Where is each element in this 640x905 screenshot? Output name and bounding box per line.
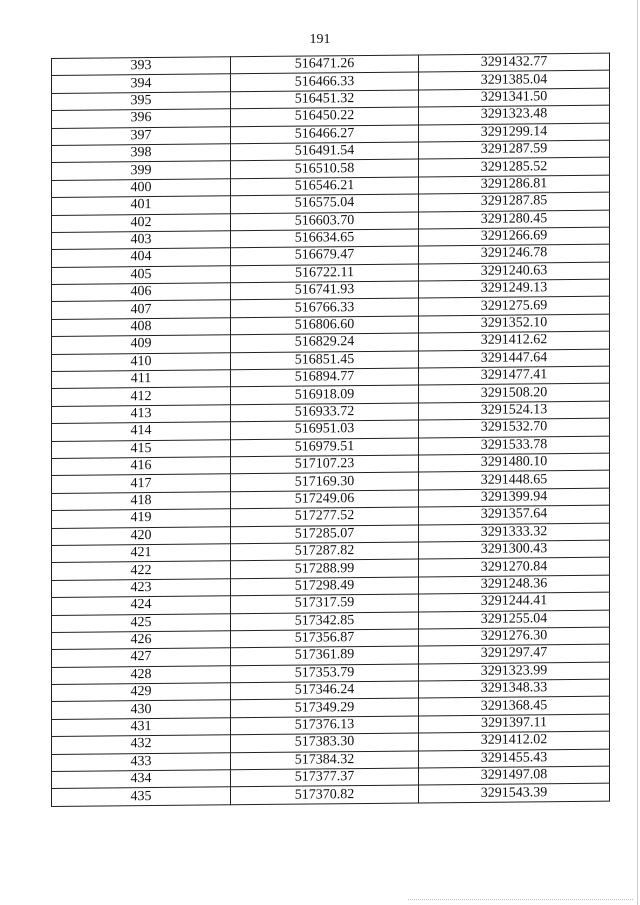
y-coordinate-cell: 3291533.78 <box>419 436 610 455</box>
y-coordinate-cell: 3291266.69 <box>419 227 610 246</box>
x-coordinate-cell: 516806.60 <box>231 316 419 335</box>
x-coordinate-cell: 517107.23 <box>231 455 419 474</box>
x-coordinate-cell: 517383.30 <box>231 733 419 752</box>
point-number-cell: 435 <box>52 787 231 806</box>
point-number-cell: 401 <box>52 196 231 215</box>
point-number-cell: 431 <box>52 718 231 737</box>
point-number-cell: 429 <box>52 683 231 702</box>
point-number-cell: 403 <box>52 231 231 250</box>
y-coordinate-cell: 3291280.45 <box>419 210 610 229</box>
y-coordinate-cell: 3291248.36 <box>419 575 610 594</box>
y-coordinate-cell: 3291286.81 <box>419 175 610 194</box>
y-coordinate-cell: 3291532.70 <box>419 418 610 437</box>
point-number-cell: 427 <box>52 648 231 667</box>
y-coordinate-cell: 3291508.20 <box>419 384 610 403</box>
point-number-cell: 411 <box>52 370 231 389</box>
y-coordinate-cell: 3291285.52 <box>419 157 610 176</box>
point-number-cell: 393 <box>52 57 231 76</box>
point-number-cell: 394 <box>52 74 231 93</box>
y-coordinate-cell: 3291348.33 <box>419 679 610 698</box>
point-number-cell: 433 <box>52 752 231 771</box>
point-number-cell: 422 <box>52 561 231 580</box>
point-number-cell: 410 <box>52 352 231 371</box>
point-number-cell: 408 <box>52 318 231 337</box>
point-number-cell: 415 <box>52 439 231 458</box>
y-coordinate-cell: 3291287.59 <box>419 140 610 159</box>
y-coordinate-cell: 3291287.85 <box>419 192 610 211</box>
y-coordinate-cell: 3291432.77 <box>419 53 610 72</box>
bottom-edge-mark <box>408 899 633 900</box>
point-number-cell: 428 <box>52 665 231 684</box>
y-coordinate-cell: 3291399.94 <box>419 488 610 507</box>
x-coordinate-cell: 516933.72 <box>231 403 419 422</box>
point-number-cell: 406 <box>52 283 231 302</box>
x-coordinate-cell: 516450.22 <box>231 107 419 126</box>
x-coordinate-cell: 517342.85 <box>231 611 419 630</box>
y-coordinate-cell: 3291448.65 <box>419 471 610 490</box>
y-coordinate-cell: 3291477.41 <box>419 366 610 385</box>
x-coordinate-cell: 517376.13 <box>231 716 419 735</box>
point-number-cell: 409 <box>52 335 231 354</box>
x-coordinate-cell: 516471.26 <box>231 55 419 74</box>
x-coordinate-cell: 516979.51 <box>231 438 419 457</box>
y-coordinate-cell: 3291412.62 <box>419 331 610 350</box>
y-coordinate-cell: 3291246.78 <box>419 244 610 263</box>
point-number-cell: 424 <box>52 596 231 615</box>
point-number-cell: 412 <box>52 387 231 406</box>
y-coordinate-cell: 3291352.10 <box>419 314 610 333</box>
x-coordinate-cell: 516918.09 <box>231 385 419 404</box>
coordinate-table <box>51 53 610 807</box>
y-coordinate-cell: 3291412.02 <box>419 731 610 750</box>
y-coordinate-cell: 3291323.48 <box>419 105 610 124</box>
x-coordinate-cell: 517285.07 <box>231 525 419 544</box>
x-coordinate-cell: 517353.79 <box>231 664 419 683</box>
y-coordinate-cell: 3291397.11 <box>419 714 610 733</box>
y-coordinate-cell: 3291300.43 <box>419 540 610 559</box>
x-coordinate-cell: 517361.89 <box>231 646 419 665</box>
x-coordinate-cell: 516894.77 <box>231 368 419 387</box>
y-coordinate-cell: 3291341.50 <box>419 88 610 107</box>
x-coordinate-cell: 517346.24 <box>231 681 419 700</box>
point-number-cell: 405 <box>52 265 231 284</box>
x-coordinate-cell: 517287.82 <box>231 542 419 561</box>
y-coordinate-cell: 3291275.69 <box>419 297 610 316</box>
point-number-cell: 402 <box>52 213 231 232</box>
y-coordinate-cell: 3291270.84 <box>419 557 610 576</box>
y-coordinate-cell: 3291297.47 <box>419 644 610 663</box>
point-number-cell: 400 <box>52 179 231 198</box>
point-number-cell: 399 <box>52 161 231 180</box>
point-number-cell: 423 <box>52 578 231 597</box>
y-coordinate-cell: 3291276.30 <box>419 627 610 646</box>
x-coordinate-cell: 516766.33 <box>231 298 419 317</box>
y-coordinate-cell: 3291255.04 <box>419 610 610 629</box>
point-number-cell: 434 <box>52 770 231 789</box>
point-number-cell: 421 <box>52 544 231 563</box>
point-number-cell: 396 <box>52 109 231 128</box>
point-number-cell: 398 <box>52 144 231 163</box>
y-coordinate-cell: 3291524.13 <box>419 401 610 420</box>
x-coordinate-cell: 517356.87 <box>231 629 419 648</box>
x-coordinate-cell: 516634.65 <box>231 229 419 248</box>
y-coordinate-cell: 3291244.41 <box>419 592 610 611</box>
x-coordinate-cell: 516829.24 <box>231 333 419 352</box>
coordinate-table-wrapper <box>51 53 608 807</box>
x-coordinate-cell: 516491.54 <box>231 142 419 161</box>
x-coordinate-cell: 516466.33 <box>231 72 419 91</box>
y-coordinate-cell: 3291368.45 <box>419 697 610 716</box>
y-coordinate-cell: 3291447.64 <box>419 349 610 368</box>
point-number-cell: 425 <box>52 613 231 632</box>
coordinate-table-body <box>52 53 610 806</box>
point-number-cell: 418 <box>52 492 231 511</box>
point-number-cell: 413 <box>52 405 231 424</box>
y-coordinate-cell: 3291357.64 <box>419 505 610 524</box>
point-number-cell: 432 <box>52 735 231 754</box>
x-coordinate-cell: 516546.21 <box>231 177 419 196</box>
x-coordinate-cell: 517349.29 <box>231 698 419 717</box>
x-coordinate-cell: 516679.47 <box>231 246 419 265</box>
point-number-cell: 430 <box>52 700 231 719</box>
x-coordinate-cell: 516603.70 <box>231 211 419 230</box>
x-coordinate-cell: 516466.27 <box>231 125 419 144</box>
point-number-cell: 397 <box>52 126 231 145</box>
y-coordinate-cell: 3291480.10 <box>419 453 610 472</box>
x-coordinate-cell: 516951.03 <box>231 420 419 439</box>
point-number-cell: 420 <box>52 526 231 545</box>
x-coordinate-cell: 517277.52 <box>231 507 419 526</box>
x-coordinate-cell: 517298.49 <box>231 577 419 596</box>
y-coordinate-cell: 3291323.99 <box>419 662 610 681</box>
y-coordinate-cell: 3291299.14 <box>419 123 610 142</box>
x-coordinate-cell: 516722.11 <box>231 264 419 283</box>
point-number-cell: 426 <box>52 631 231 650</box>
point-number-cell: 407 <box>52 300 231 319</box>
y-coordinate-cell: 3291543.39 <box>419 784 610 803</box>
point-number-cell: 417 <box>52 474 231 493</box>
y-coordinate-cell: 3291385.04 <box>419 71 610 90</box>
x-coordinate-cell: 516851.45 <box>231 351 419 370</box>
y-coordinate-cell: 3291240.63 <box>419 262 610 281</box>
x-coordinate-cell: 517169.30 <box>231 472 419 491</box>
point-number-cell: 395 <box>52 92 231 111</box>
x-coordinate-cell: 517377.37 <box>231 768 419 787</box>
x-coordinate-cell: 516451.32 <box>231 90 419 109</box>
page-edge-line <box>637 0 638 905</box>
x-coordinate-cell: 517249.06 <box>231 490 419 509</box>
page-number: 191 <box>309 32 331 47</box>
x-coordinate-cell: 517317.59 <box>231 594 419 613</box>
point-number-cell: 416 <box>52 457 231 476</box>
point-number-cell: 404 <box>52 248 231 267</box>
x-coordinate-cell: 516741.93 <box>231 281 419 300</box>
x-coordinate-cell: 516510.58 <box>231 159 419 178</box>
point-number-cell: 414 <box>52 422 231 441</box>
point-number-cell: 419 <box>52 509 231 528</box>
x-coordinate-cell: 517288.99 <box>231 559 419 578</box>
y-coordinate-cell: 3291497.08 <box>419 766 610 785</box>
x-coordinate-cell: 517384.32 <box>231 751 419 770</box>
y-coordinate-cell: 3291333.32 <box>419 523 610 542</box>
x-coordinate-cell: 516575.04 <box>231 194 419 213</box>
y-coordinate-cell: 3291249.13 <box>419 279 610 298</box>
y-coordinate-cell: 3291455.43 <box>419 749 610 768</box>
x-coordinate-cell: 517370.82 <box>231 785 419 804</box>
